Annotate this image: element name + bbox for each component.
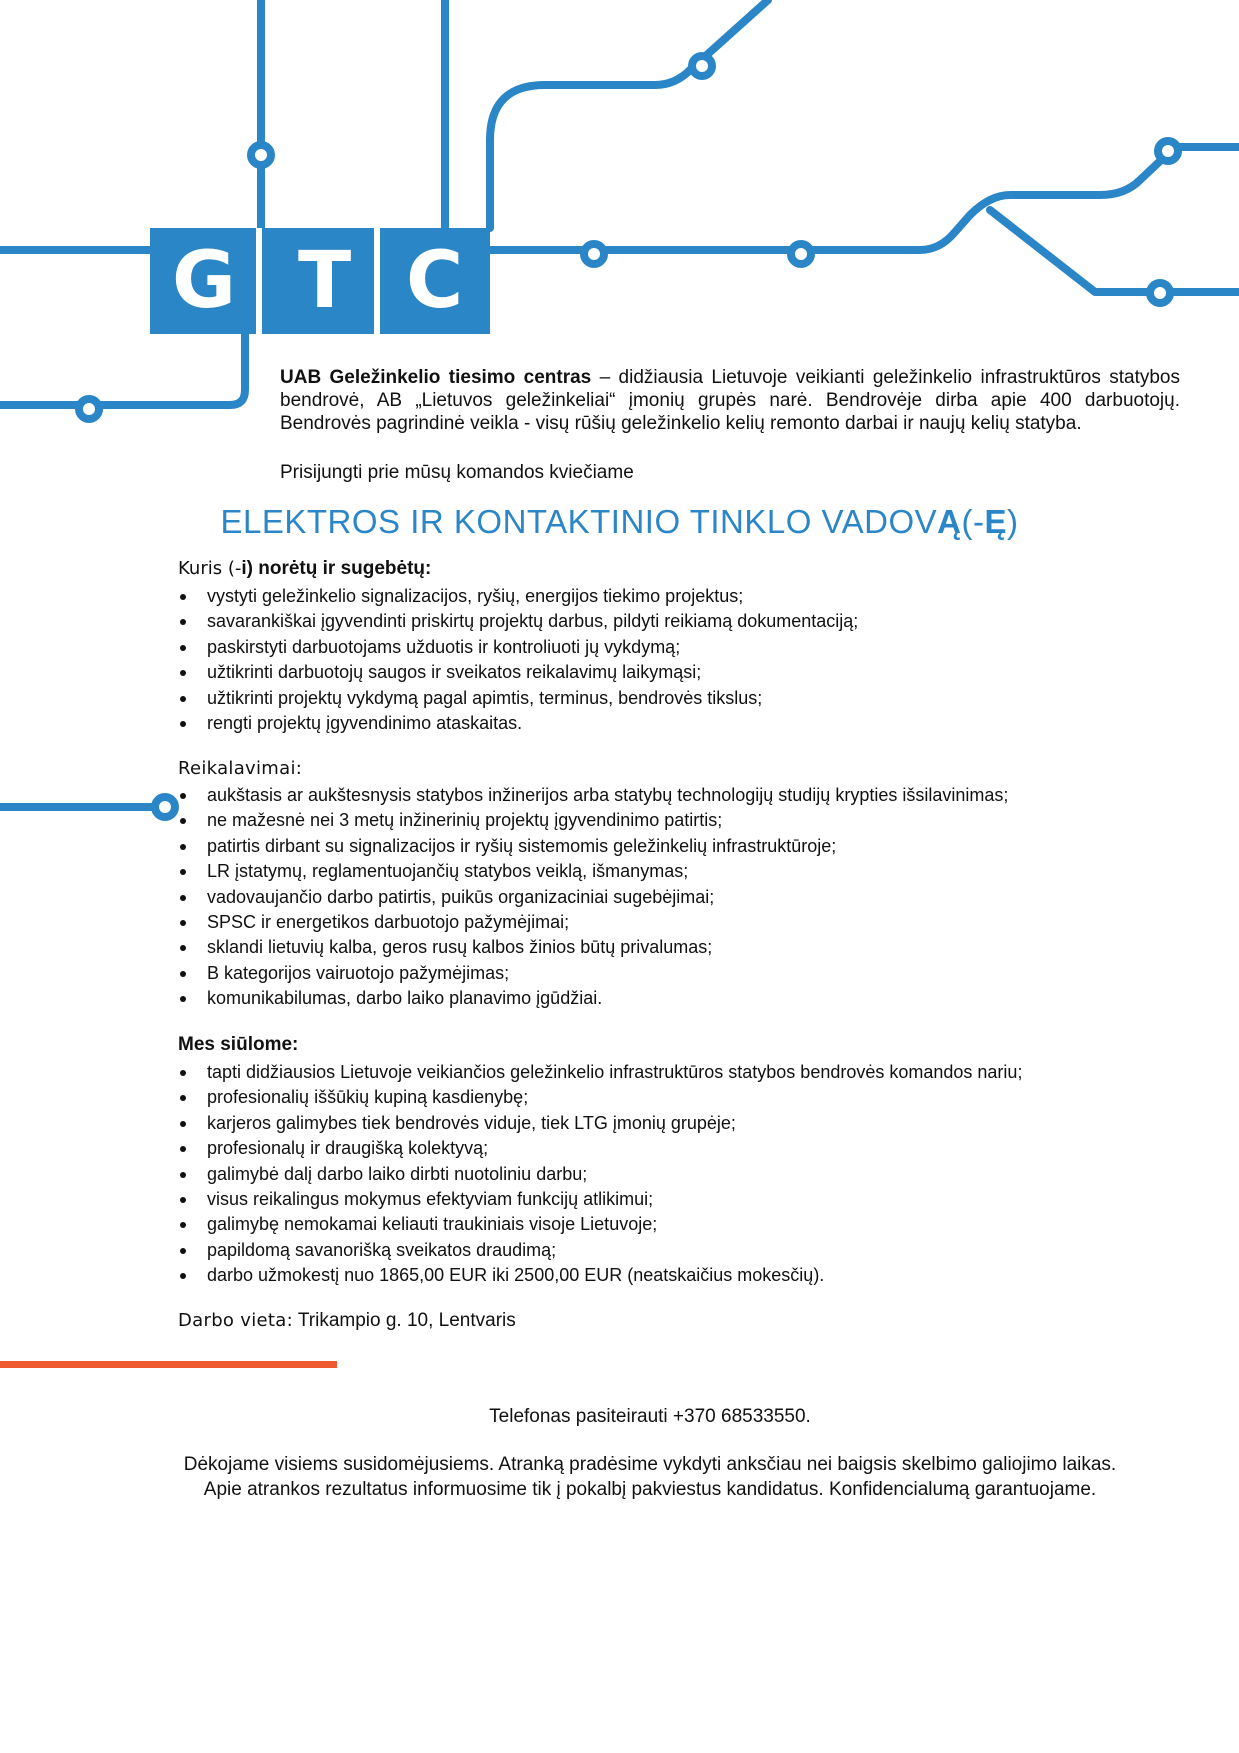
offer-list — [178, 1060, 1178, 1289]
list-item: aukštasis ar aukštesnysis statybos inžinerijos arba statybų technologijų studijų krypties išsilavinimas; — [178, 783, 1178, 808]
list-item: užtikrinti darbuotojų saugos ir sveikatos reikalavimų laikymąsi; — [178, 660, 1178, 685]
list-item: savarankiškai įgyvendinti priskirtų projektų darbus, pildyti reikiamą dokumentaciją; — [178, 609, 1178, 634]
list-item: rengti projektų įgyvendinimo ataskaitas. — [178, 711, 1178, 736]
list-item: sklandi lietuvių kalba, geros rusų kalbos žinios būtų privalumas; — [178, 935, 1178, 960]
requirements-list — [178, 783, 1178, 1012]
list-item: patirtis dirbant su signalizacijos ir ryšių sistemomis geležinkelių infrastruktūroje; — [178, 834, 1178, 859]
list-item: paskirstyti darbuotojams užduotis ir kontroliuoti jų vykdymą; — [178, 635, 1178, 660]
job-title: ELEKTROS IR KONTAKTINIO TINKLO VADOVĄ(-Ę) — [220, 503, 1019, 540]
requirements-heading: Reikalavimai: — [178, 758, 303, 779]
list-item: komunikabilumas, darbo laiko planavimo įgūdžiai. — [178, 986, 1178, 1011]
list-item: galimybę nemokamai keliauti traukiniais visoje Lietuvoje; — [178, 1212, 1178, 1237]
list-item: galimybė dalį darbo laiko dirbti nuotoliniu darbu; — [178, 1162, 1178, 1187]
workplace-label: Darbo vieta: — [178, 1310, 293, 1331]
company-description: – didžiausia Lietuvoje veikianti geležinkelio infrastruktūros statybos bendrovė, AB „Lietuvos geležinkeliai“ įmonių grupės narė. Bendrovėje dirba apie 400 darbuotojų. Bendrovės pagrindinė veikla - visų rūšių geležinkelio kelių remonto darbai ir naujų kelių statyba. — [280, 367, 1180, 434]
list-item: ne mažesnė nei 3 metų inžinerinių projektų įgyvendinimo patirtis; — [178, 808, 1178, 833]
list-item: darbo užmokestį nuo 1865,00 EUR iki 2500,00 EUR (neatskaičius mokesčių). — [178, 1263, 1178, 1288]
list-item: visus reikalingus mokymus efektyviam funkcijų atlikimui; — [178, 1187, 1178, 1212]
company-name: UAB Geležinkelio tiesimo centras — [280, 367, 592, 388]
list-item: vystyti geležinkelio signalizacijos, ryšių, energijos tiekimo projektus; — [178, 584, 1178, 609]
offer-section — [178, 1034, 1178, 1289]
list-item: profesionalų ir draugišką kolektyvą; — [178, 1136, 1178, 1161]
list-item: profesionalių iššūkių kupiną kasdienybę; — [178, 1085, 1178, 1110]
footer-line-2: Apie atrankos rezultatus informuosime tik į pokalbį pakviestus kandidatus. Konfidencialumą garantuojame. — [203, 1479, 1097, 1500]
responsibilities-list — [178, 584, 1178, 736]
requirements-section — [178, 758, 1178, 1012]
orange-divider — [0, 1361, 337, 1368]
list-item: papildomą savanorišką sveikatos draudimą; — [178, 1238, 1178, 1263]
list-item: LR įstatymų, reglamentuojančių statybos veiklą, išmanymas; — [178, 859, 1178, 884]
gtc-logo — [150, 228, 490, 334]
list-item: užtikrinti projektų vykdymą pagal apimtis, terminus, bendrovės tikslus; — [178, 686, 1178, 711]
footer-note — [0, 1452, 1239, 1502]
workplace — [178, 1310, 516, 1332]
invite-text: Prisijungti prie mūsų komandos kviečiame — [280, 462, 634, 483]
responsibilities-heading: Kuris (-i) norėtų ir sugebėtų: — [178, 558, 432, 579]
company-intro — [280, 366, 1180, 435]
logo-letter-g: G — [172, 236, 237, 326]
workplace-address: Trikampio g. 10, Lentvaris — [292, 1310, 516, 1331]
list-item: tapti didžiausios Lietuvoje veikiančios geležinkelio infrastruktūros statybos bendrovės komandos nariu; — [178, 1060, 1178, 1085]
list-item: vadovaujančio darbo patirtis, puikūs organizaciniai sugebėjimai; — [178, 885, 1178, 910]
contact-phone: Telefonas pasiteirauti +370 68533550. — [489, 1406, 811, 1427]
list-item: karjeros galimybes tiek bendrovės viduje, tiek LTG įmonių grupėje; — [178, 1111, 1178, 1136]
logo-letter-c: C — [406, 236, 464, 326]
logo-letter-t: T — [298, 236, 352, 326]
offer-heading: Mes siūlome: — [178, 1034, 299, 1055]
list-item: SPSC ir energetikos darbuotojo pažymėjimai; — [178, 910, 1178, 935]
list-item: B kategorijos vairuotojo pažymėjimas; — [178, 961, 1178, 986]
footer-line-1: Dėkojame visiems susidomėjusiems. Atranką pradėsime vykdyti anksčiau nei baigsis skelbimo galiojimo laikas. — [183, 1454, 1117, 1475]
responsibilities-section — [178, 558, 1178, 736]
